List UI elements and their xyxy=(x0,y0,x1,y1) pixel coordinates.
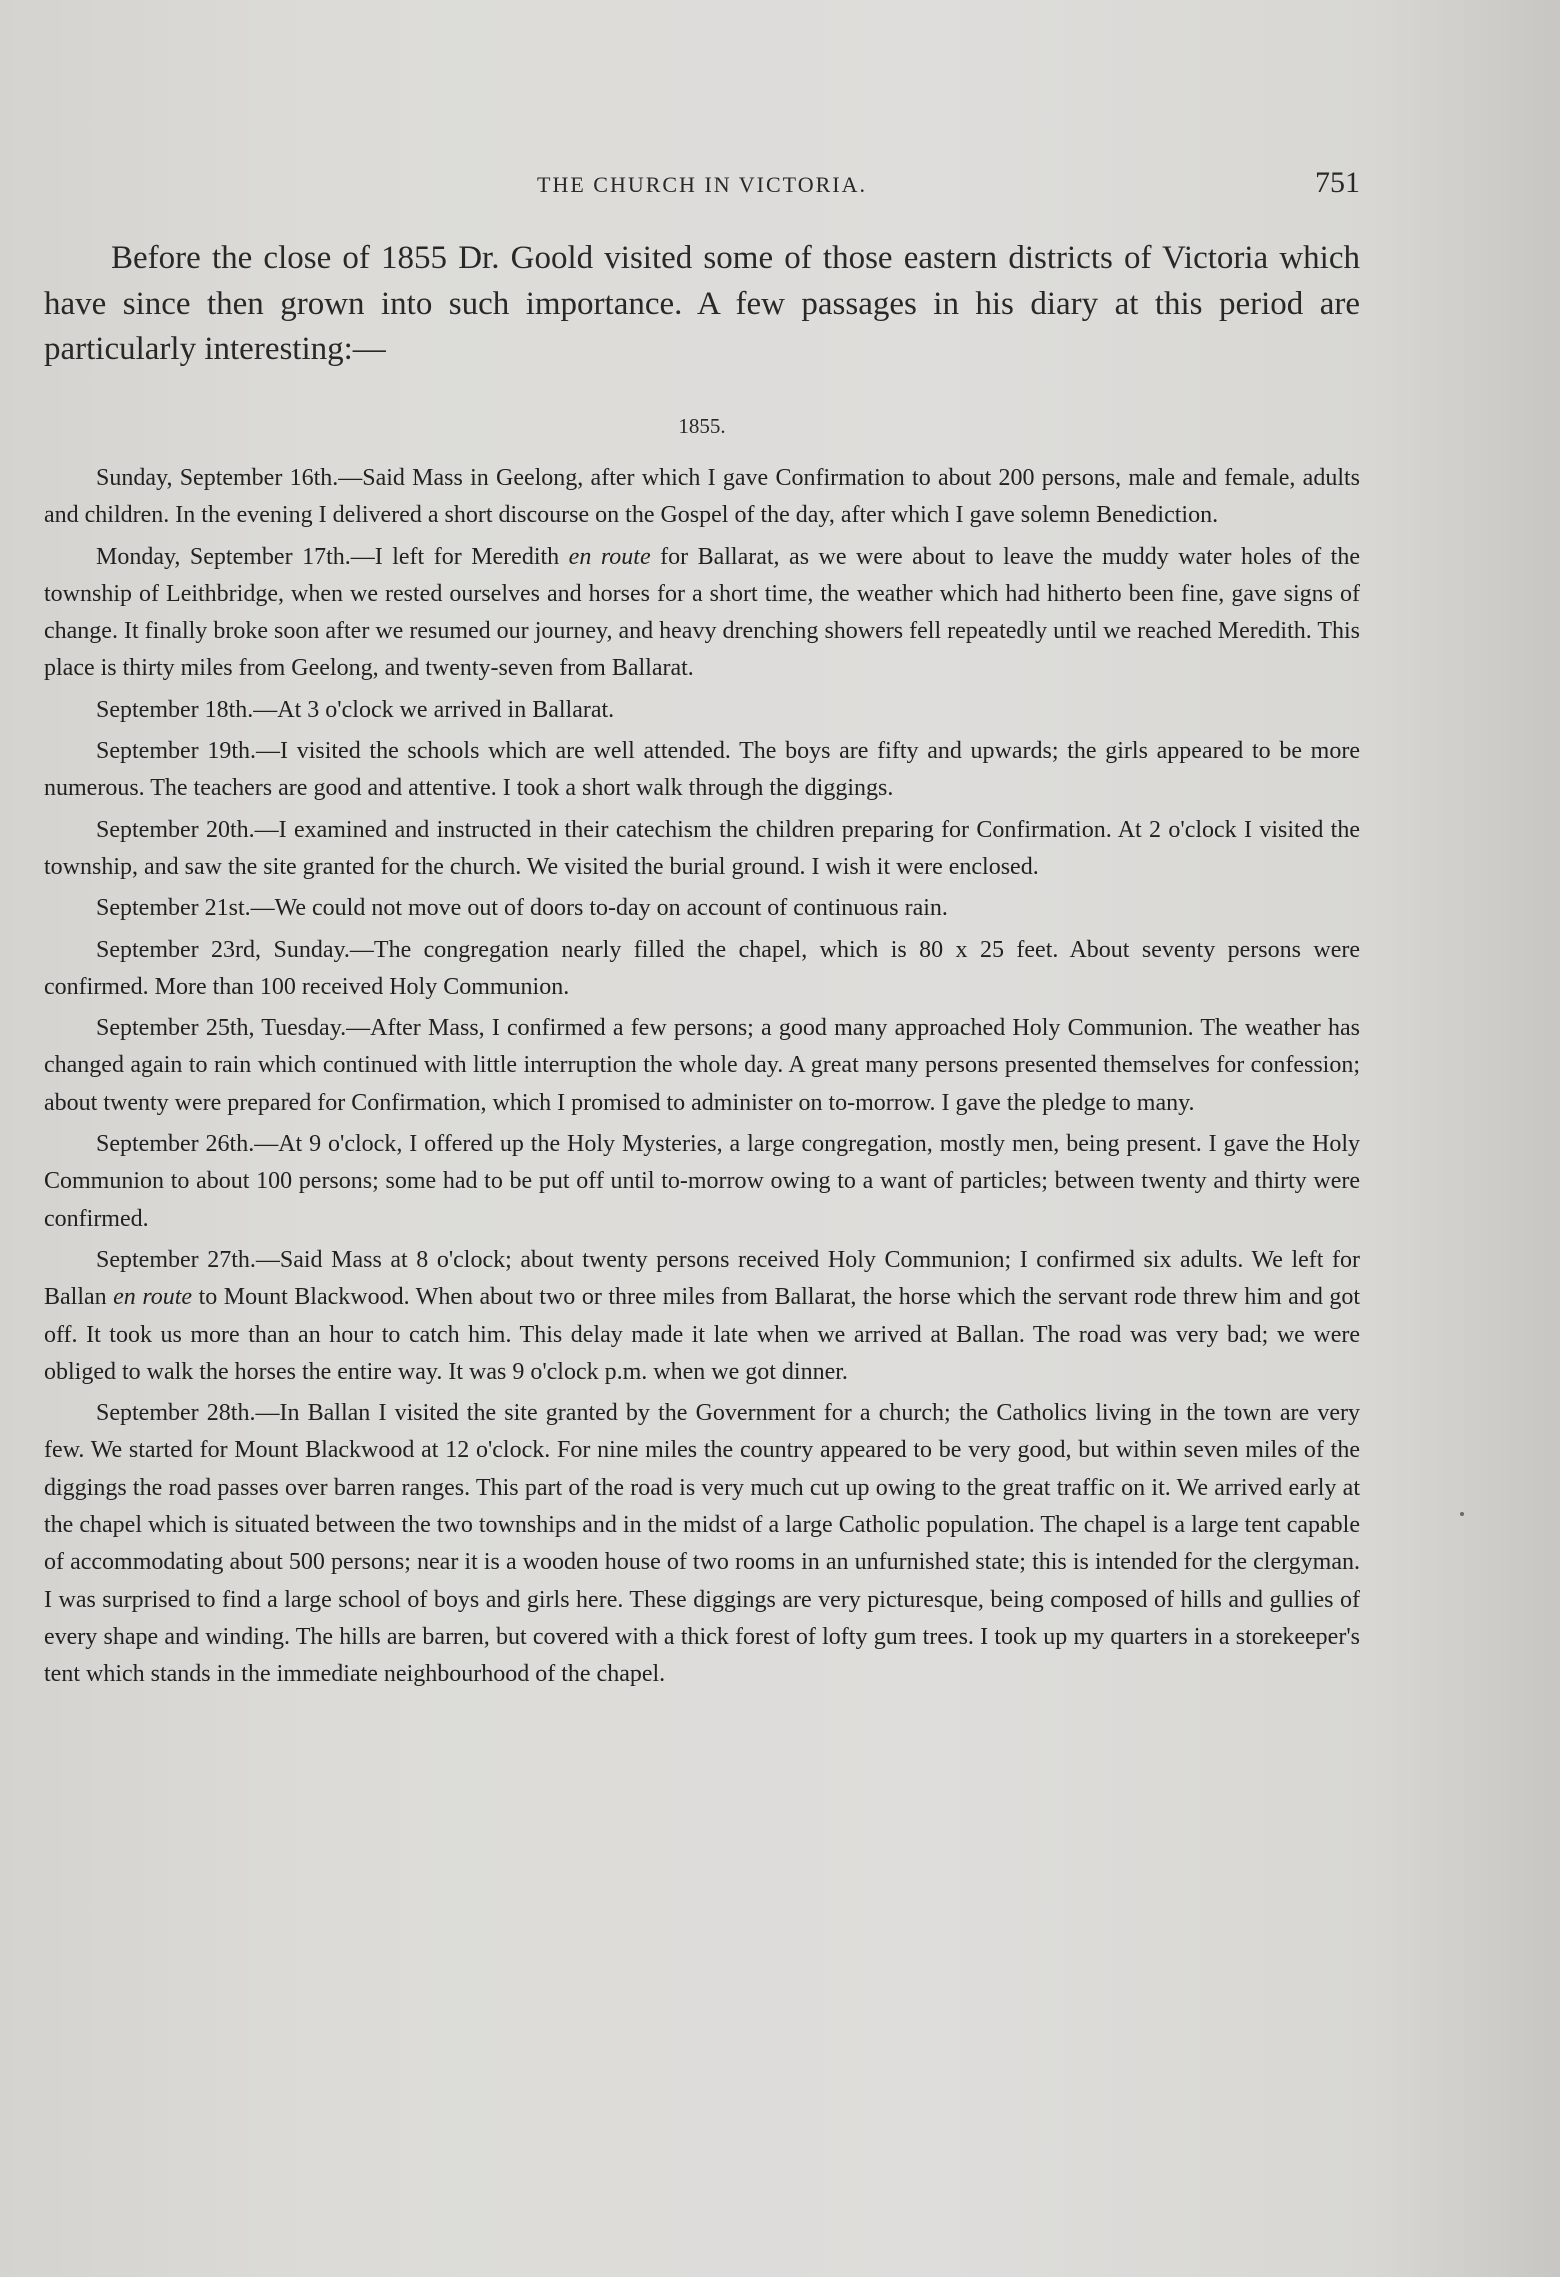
entry-text: September 27th.—Said Mass at 8 o'clock; about twenty persons received Holy Communion; I confirmed six adults. We left for Ballan xyxy=(44,1246,1360,1311)
year-heading: 1855. xyxy=(678,414,726,438)
diary-entry-sept-21: September 21st.—We could not move out of doors to-day on account of continuous rain. xyxy=(96,895,948,922)
diary-entry-sept-27 xyxy=(44,1242,1360,1391)
running-head xyxy=(44,166,1360,206)
diary-entry-sept-25: September 25th, Tuesday.—After Mass, I confirmed a few persons; a good many approached Holy Communion. The weather has changed again to rain which continued with little interruption the whole day. A great many persons presented themselves for confession; about twenty were prepared for Confirmation, which I promised to administer on to-morrow. I gave the pledge to many. xyxy=(44,1015,1360,1116)
diary-entry-sept-18: September 18th.—At 3 o'clock we arrived in Ballarat. xyxy=(96,696,615,723)
diary-entry-sept-16: Sunday, September 16th.—Said Mass in Geelong, after which I gave Confirmation to about 200 persons, male and female, adults and children. In the evening I delivered a short discourse on the Gospel of the day, after which I gave solemn Benediction. xyxy=(44,465,1360,529)
running-title: THE CHURCH IN VICTORIA. xyxy=(537,172,867,197)
page-number: 751 xyxy=(1315,166,1360,199)
paper-speck xyxy=(1460,1512,1464,1516)
entry-text: to Mount Blackwood. When about two or three miles from Ballarat, the horse which the servant rode threw him and got off. It took us more than an hour to catch him. This delay made it late when we arrived at Ballan. The road was very bad; we were obliged to walk the horses the entire way. It was 9 o'clock p.m. when we got dinner. xyxy=(44,1284,1360,1385)
diary-entry-sept-23: September 23rd, Sunday.—The congregation nearly filled the chapel, which is 80 x 25 feet. About seventy persons were confirmed. More than 100 received Holy Communion. xyxy=(44,936,1360,1000)
italic-phrase: en route xyxy=(568,543,651,570)
intro-paragraph: Before the close of 1855 Dr. Goold visited some of those eastern districts of Victoria which have since then grown into such importance. A few passages in his diary at this period are particularly interesting:— xyxy=(44,240,1360,367)
entry-text: for Ballarat, as we were about to leave the muddy water holes of the township of Leithbridge, when we rested ourselves and horses for a short time, the weather which had hitherto been fine, gave signs of change. It finally broke soon after we resumed our journey, and heavy drenching showers fell repeatedly until we reached Meredith. This place is thirty miles from Geelong, and twenty-seven from Ballarat. xyxy=(44,543,1361,682)
diary-entry-sept-26: September 26th.—At 9 o'clock, I offered up the Holy Mysteries, a large congregation, mostly men, being present. I gave the Holy Communion to about 100 persons; some had to be put off until to-morrow owing to a want of particles; between twenty and thirty were confirmed. xyxy=(44,1131,1360,1232)
diary-entry-sept-17 xyxy=(44,539,1360,688)
diary-entries xyxy=(44,460,1360,1698)
entry-text: Monday, September 17th.—I left for Meredith xyxy=(96,543,569,570)
diary-entry-sept-19: September 19th.—I visited the schools which are well attended. The boys are fifty and upwards; the girls appeared to be more numerous. The teachers are good and attentive. I took a short walk through the diggings. xyxy=(44,738,1360,802)
italic-phrase: en route xyxy=(113,1284,193,1311)
diary-entry-sept-28: September 28th.—In Ballan I visited the site granted by the Government for a church; the Catholics living in the town are very few. We started for Mount Blackwood at 12 o'clock. For nine miles the country appeared to be very good, but within seven miles of the diggings the road passes over barren ranges. This part of the road is very much cut up owing to the great traffic on it. We arrived early at the chapel which is situated between the two townships and in the midst of a large Catholic population. The chapel is a large tent capable of accommodating about 500 persons; near it is a wooden house of two rooms in an unfurnished state; this is intended for the clergyman. I was surprised to find a large school of boys and girls here. These diggings are very picturesque, being composed of hills and gullies of every shape and winding. The hills are barren, but covered with a thick forest of lofty gum trees. I took up my quarters in a storekeeper's tent which stands in the immediate neighbourhood of the chapel. xyxy=(44,1400,1360,1688)
diary-entry-sept-20: September 20th.—I examined and instructed in their catechism the children preparing for Confirmation. At 2 o'clock I visited the township, and saw the site granted for the church. We visited the burial ground. I wish it were enclosed. xyxy=(44,816,1360,880)
